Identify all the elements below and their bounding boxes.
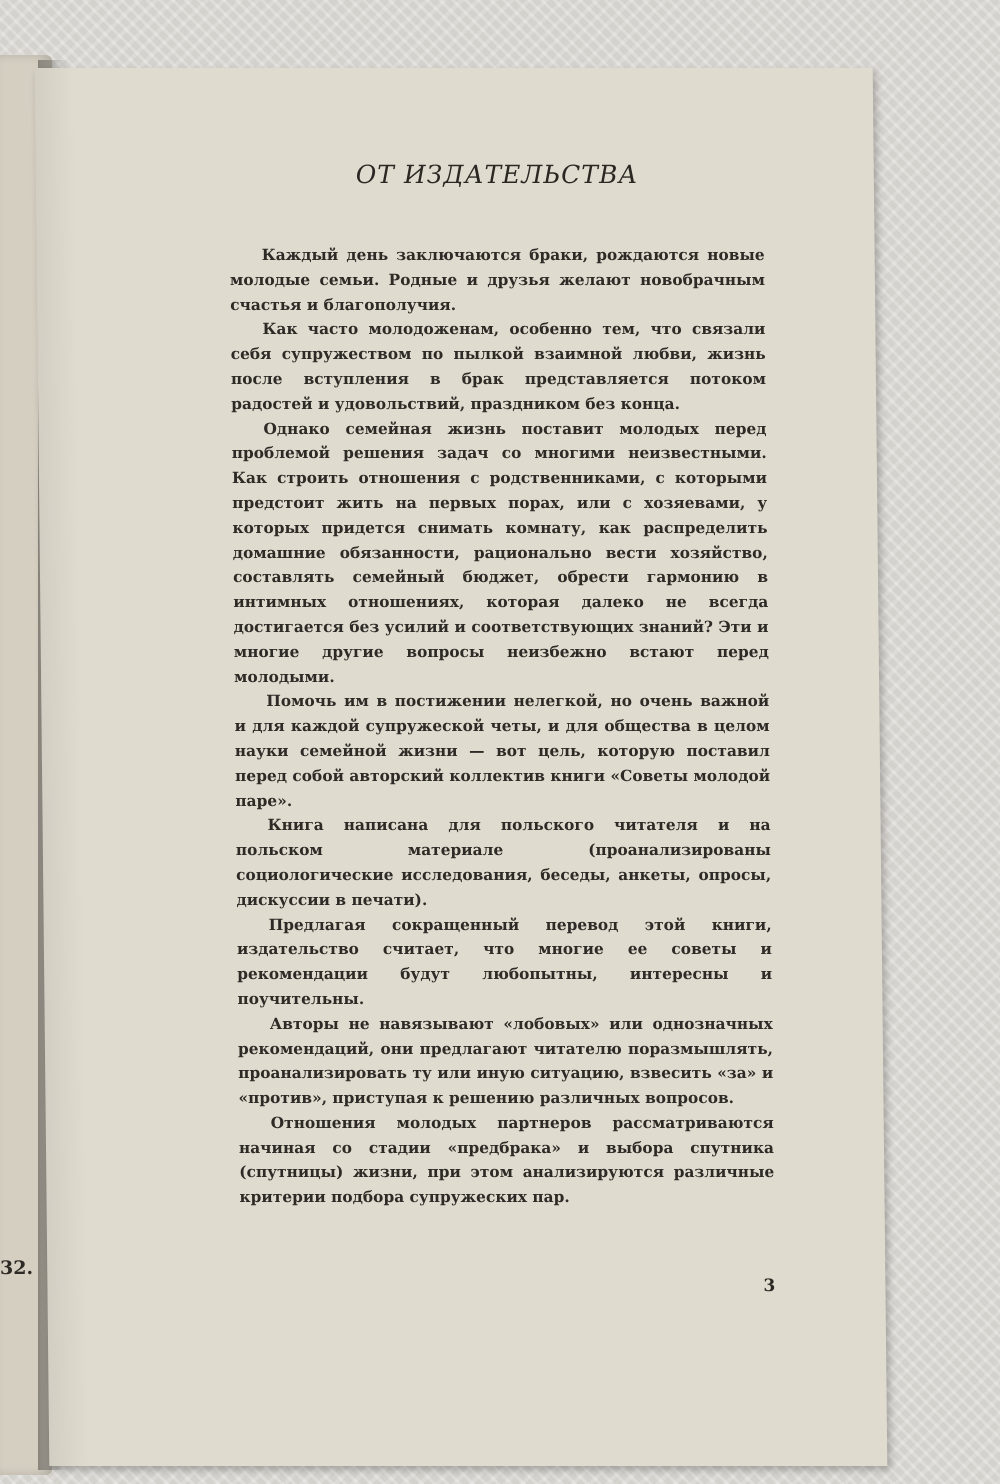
paragraph-2: Как часто молодоженам, особенно тем, что связали себя супружеством по пылкой взаимной любви, жизнь после вступления в брак представляется потоком радостей и удовольствий, праздником без конца. [230, 320, 767, 413]
page-title: ОТ ИЗДАТЕЛЬСТВА [355, 160, 639, 189]
paragraph-5: Книга написана для польского читателя и на польском материале (проанализированы социологические исследования, беседы, анкеты, опросы, дискуссии в печати). [235, 816, 772, 909]
paragraph-8: Отношения молодых партнеров рассматриваются начиная со стадии «предбрака» и выбора спутника (спутницы) жизни, при этом анализируются различные критерии подбора супружеских пар. [238, 1113, 775, 1207]
body-text [230, 243, 775, 1210]
paragraph-4: Помочь им в постижении нелегкой, но очень важной и для каждой супружеской четы, и для общества в целом науки семейной жизни — вот цель, которую поставил перед собой авторский коллектив книги «Советы молодой паре». [234, 692, 771, 810]
book-page [35, 68, 888, 1466]
paragraph-3: Однако семейная жизнь поставит молодых перед проблемой решения задач со многими неизвестными. Как строить отношения с родственниками, с которыми предстоит жить на первых порах, или с хозяевами, у которых придется снимать комнату, как распределить домашние обязанности, рационально вести хозяйство, составлять семейный бюджет, обрести гармонию в интимных отношениях, которая далеко не всегда достигается без усилий и соответствующих знаний? Эти и многие другие вопросы неизбежно встают перед молодыми. [231, 419, 769, 686]
left-page-number-fragment: 32. [0, 1257, 34, 1279]
page-number: 3 [763, 1276, 776, 1296]
paragraph-6: Предлагая сокращенный перевод этой книги, издательство считает, что многие ее советы и рекомендации будут любопытны, интересны и поучительны. [236, 915, 773, 1008]
paragraph-1: Каждый день заключаются браки, рождаются новые молодые семьи. Родные и друзья желают новобрачным счастья и благополучия. [229, 246, 765, 314]
paragraph-7: Авторы не навязывают «лобовых» или однозначных рекомендаций, они предлагают читателю поразмышлять, проанализировать ту или иную ситуацию, взвесить «за» и «против», приступая к решению различных вопросов. [237, 1014, 774, 1108]
